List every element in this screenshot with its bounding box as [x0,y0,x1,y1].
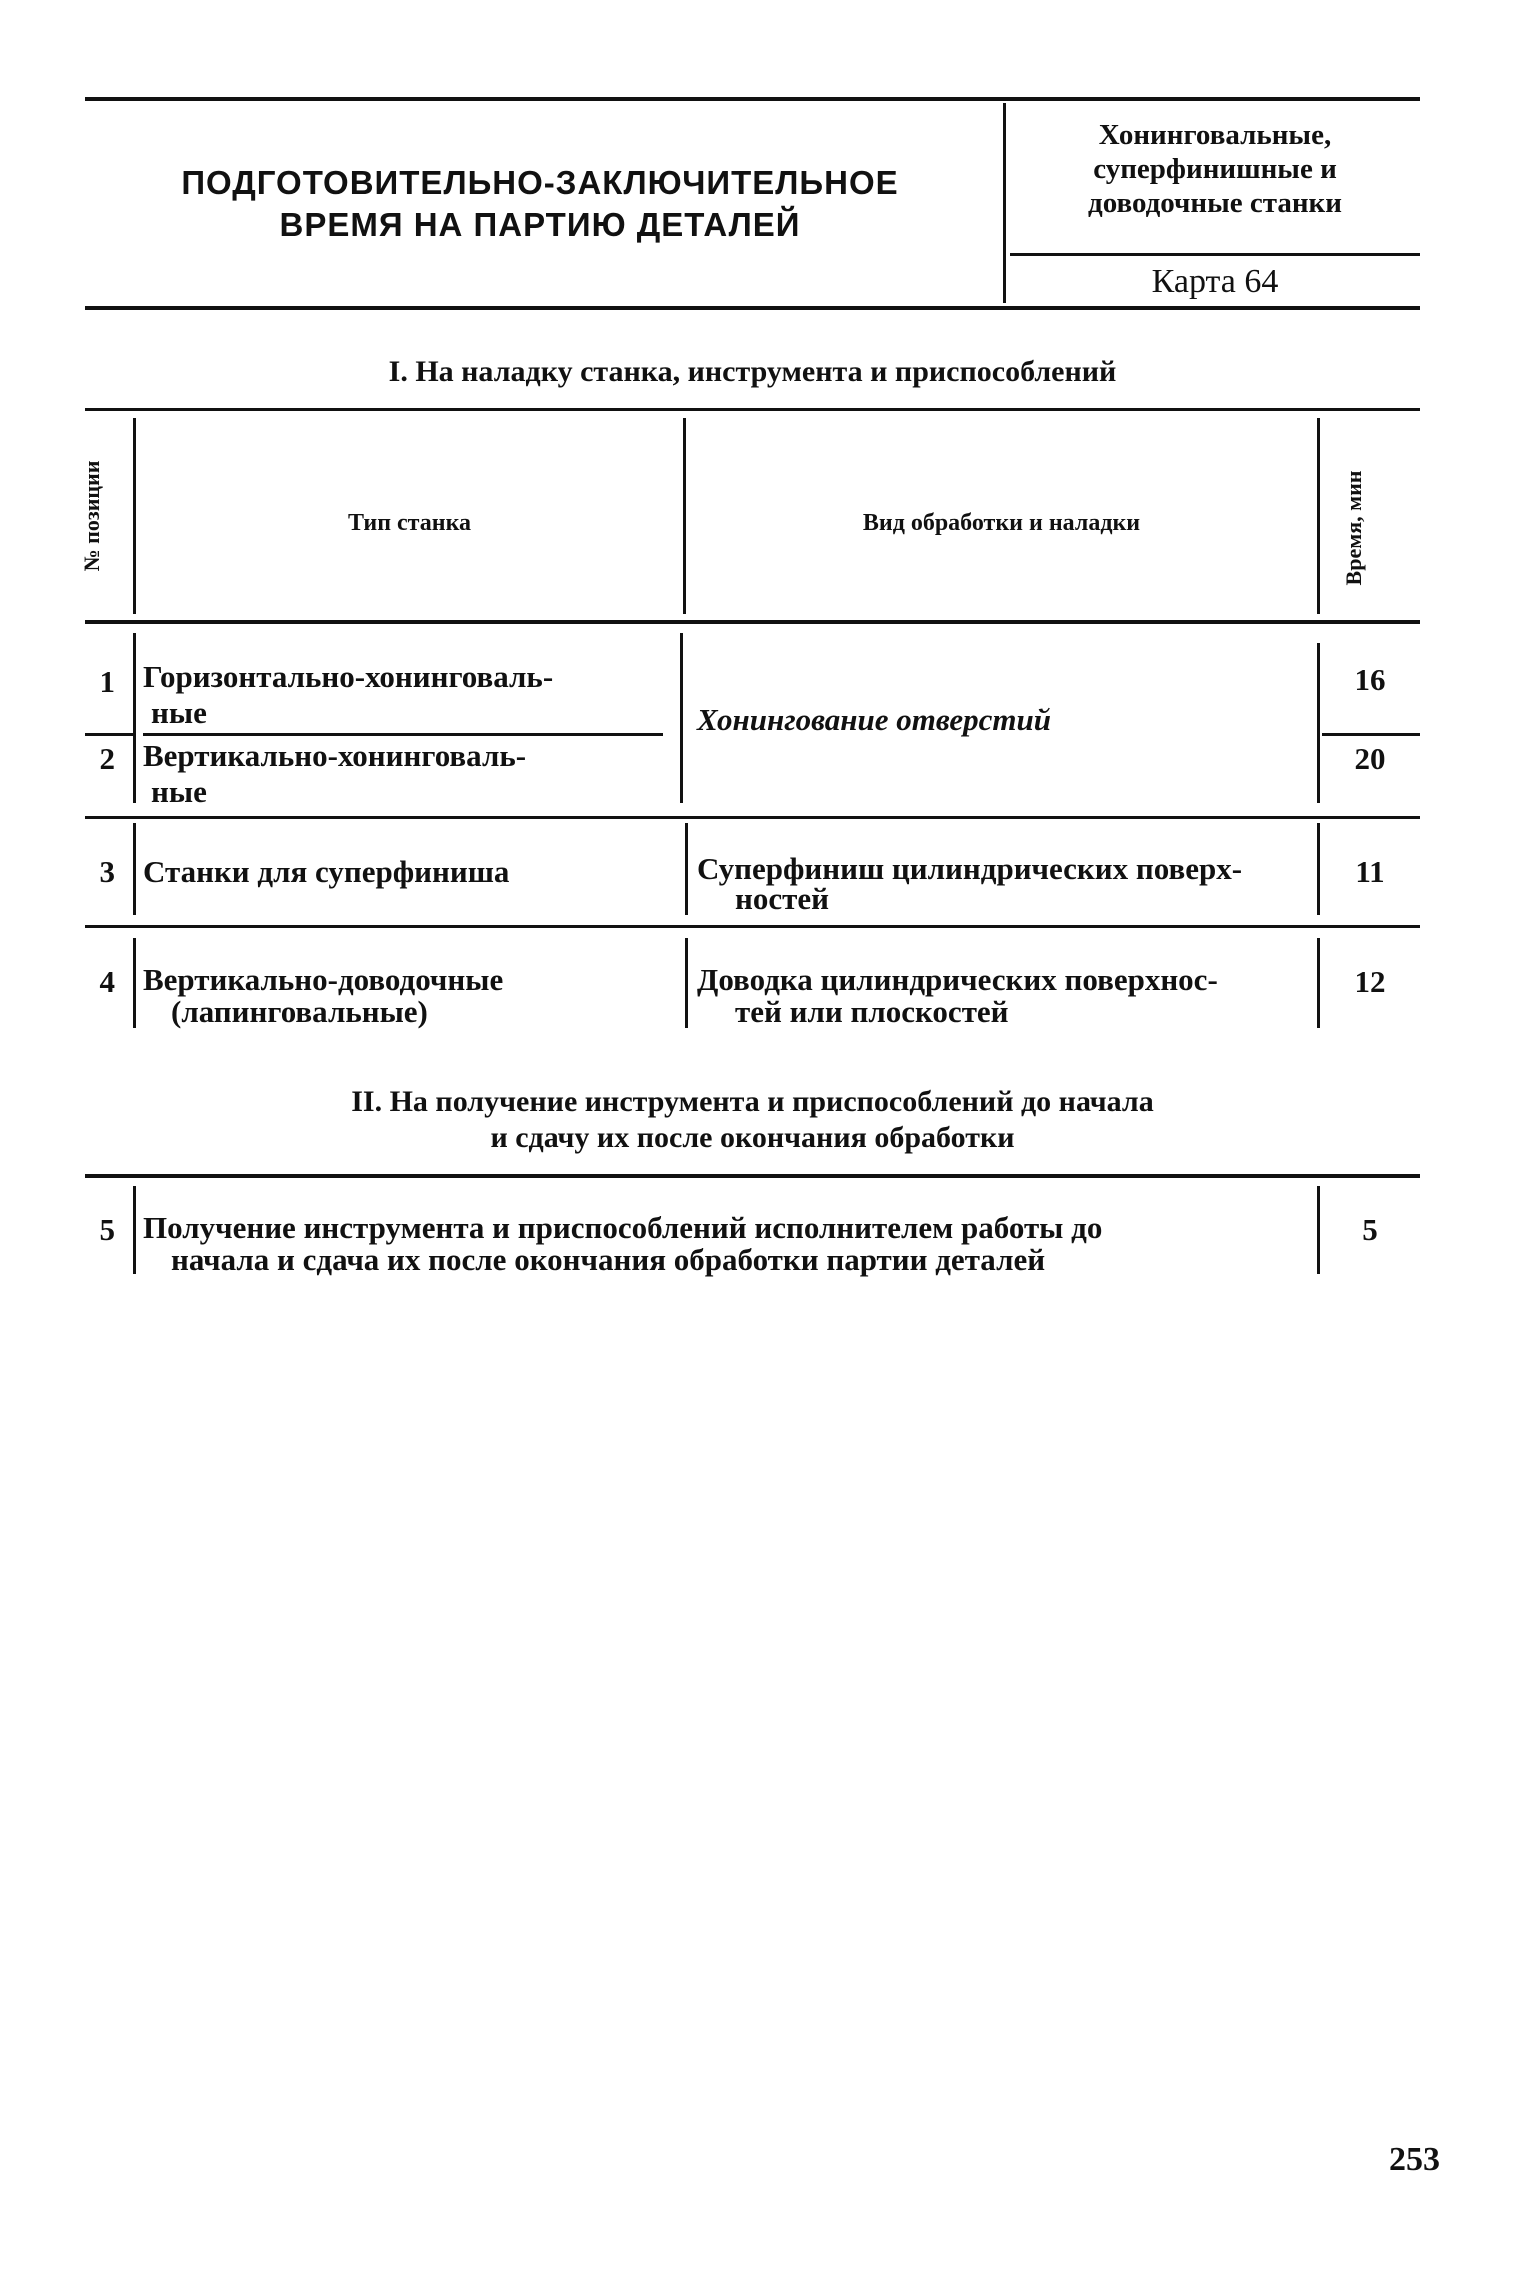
row5-number: 5 [99,1212,115,1247]
row3-time: 11 [1355,854,1385,889]
row3-divider-2 [685,823,688,915]
row3-number: 3 [99,854,115,889]
row4-machine [143,962,683,1030]
section2-title-line1: II. На получение инструмента и приспособлений до начала [351,1085,1154,1118]
row1-rule-machine [143,733,663,736]
row4-operation-line2: тей или плоскостей [735,994,1009,1029]
table2-top-rule [85,1174,1420,1178]
table2-divider-1 [133,1186,136,1274]
row4-divider-1 [133,938,136,1028]
column-header-position: № позиции [79,460,104,572]
row5-text-line2: начала и сдача их после окончания обработки партии деталей [171,1242,1046,1277]
table1-header-rule [85,620,1420,624]
row4-number: 4 [99,964,115,999]
row2-number: 2 [99,741,115,776]
row1-machine [143,659,673,731]
header-divider [1003,103,1006,303]
row1-rule-number [85,733,133,736]
row1-machine-line1: Горизонтально-хонинговаль- [143,659,554,694]
section2-title [85,1084,1420,1156]
section1-title: I. На наладку станка, инструмента и приспособлений [388,355,1117,388]
category-label [1010,118,1420,220]
column-header-time-text: Время, мин [1341,470,1366,586]
page-title [100,162,980,246]
section2-title-line2: и сдачу их после окончания обработки [490,1121,1015,1154]
card-rule [1010,253,1420,256]
row4-operation [697,962,1317,1030]
header-top-rule [85,97,1420,101]
row4-operation-line1: Доводка цилиндрических поверхнос- [697,962,1218,997]
row3-operation [697,851,1317,917]
row4-machine-line1: Вертикально-доводочные [143,962,504,997]
card-number: Карта 64 [1151,263,1279,300]
row1-number: 1 [99,664,115,699]
page-number: 253 [1389,2141,1440,2178]
column-header-machine: Тип станка [347,510,472,536]
row1-machine-line2: ные [151,695,207,730]
row5-text [143,1210,1303,1278]
table1-top-rule [85,408,1420,411]
table1-col-divider-3 [1317,418,1320,614]
header-bottom-rule [85,306,1420,310]
row2-machine-line2: ные [151,774,207,809]
row4-machine-line2: (лапинговальные) [171,994,428,1029]
column-header-time [1341,468,1397,588]
row1-time: 16 [1354,662,1386,697]
column-header-operation: Вид обработки и наладки [862,510,1141,536]
row2-machine [143,738,673,810]
row3-bottom-rule [85,925,1420,928]
row3-machine: Станки для суперфиниша [143,854,510,889]
row1-rule-time [1322,733,1420,736]
page-title-line1: ПОДГОТОВИТЕЛЬНО-ЗАКЛЮЧИТЕЛЬНОЕ [181,164,899,201]
row4-divider-2 [685,938,688,1028]
row3-divider-1 [133,823,136,915]
category-line1: Хонинговальные, [1098,119,1332,151]
category-line3: доводочные станки [1088,187,1342,219]
shared-operation: Хонингование отверстий [697,702,1051,737]
rows12-divider-2 [680,633,683,803]
row3-operation-line2: ностей [735,881,829,916]
row2-machine-line1: Вертикально-хонинговаль- [143,738,527,773]
row4-time: 12 [1354,964,1386,999]
page-title-line2: ВРЕМЯ НА ПАРТИЮ ДЕТАЛЕЙ [279,206,801,243]
row2-bottom-rule [85,816,1420,819]
rows12-divider-1 [133,633,136,803]
row3-operation-line1: Суперфиниш цилиндрических поверх- [697,851,1243,886]
row5-text-line1: Получение инструмента и приспособлений исполнителем работы до [143,1210,1103,1245]
row5-time: 5 [1362,1212,1378,1247]
row2-time: 20 [1354,741,1386,776]
category-line2: суперфинишные и [1093,153,1337,185]
